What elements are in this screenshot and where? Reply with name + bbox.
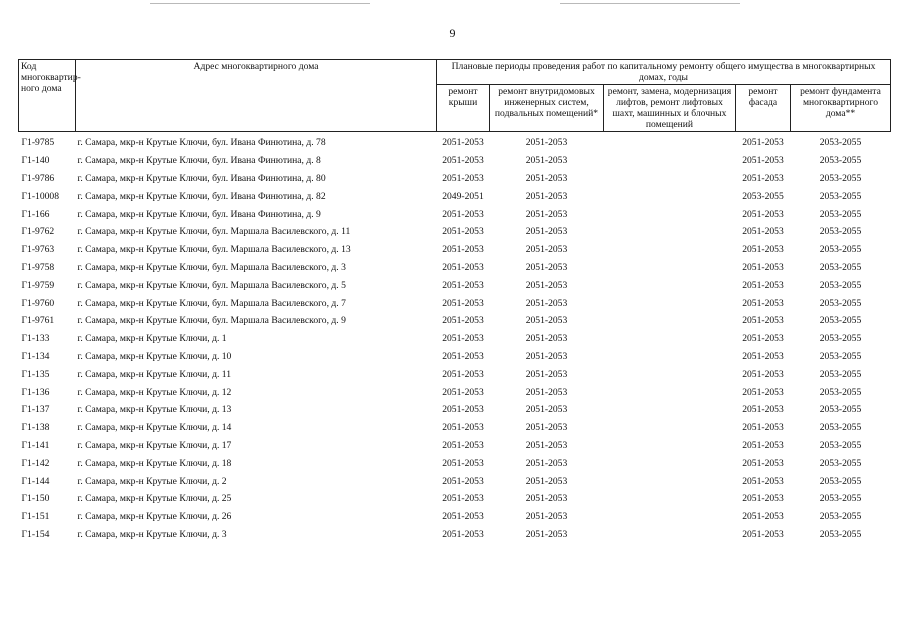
table-row bbox=[19, 454, 891, 472]
cell-elevators bbox=[604, 437, 736, 455]
cell-elevators bbox=[604, 259, 736, 277]
cell-systems: 2051-2053 bbox=[525, 439, 568, 451]
cell-address: г. Самара, мкр-н Крутые Ключи, д. 3 bbox=[77, 528, 227, 540]
cell-systems: 2051-2053 bbox=[525, 244, 568, 256]
cell-elevators bbox=[604, 419, 736, 437]
cell-foundation: 2053-2055 bbox=[819, 457, 862, 469]
header-systems: ремонт внутридомовых инженерных систем, подвальных помещений* bbox=[490, 85, 604, 132]
cell-systems: 2051-2053 bbox=[525, 457, 568, 469]
cell-roof: 2051-2053 bbox=[442, 333, 484, 345]
cell-foundation: 2053-2055 bbox=[819, 155, 862, 167]
cell-roof: 2051-2053 bbox=[442, 386, 484, 398]
table-row bbox=[19, 490, 891, 508]
cell-address: г. Самара, мкр-н Крутые Ключи, д. 2 bbox=[77, 475, 227, 487]
cell-code: Г1-9760 bbox=[21, 297, 55, 309]
table-row bbox=[19, 330, 891, 348]
cell-elevators bbox=[604, 472, 736, 490]
cell-address: г. Самара, мкр-н Крутые Ключи, бул. Ивана Финютина, д. 80 bbox=[77, 172, 326, 184]
cell-foundation: 2053-2055 bbox=[819, 172, 862, 184]
cell-roof: 2051-2053 bbox=[442, 244, 484, 256]
table-body bbox=[19, 132, 891, 544]
cell-roof: 2051-2053 bbox=[442, 457, 484, 469]
cell-code: Г1-136 bbox=[21, 386, 50, 398]
cell-elevators bbox=[604, 348, 736, 366]
cell-code: Г1-9762 bbox=[21, 226, 55, 238]
cell-systems: 2051-2053 bbox=[525, 208, 568, 220]
cell-code: Г1-9759 bbox=[21, 279, 55, 291]
table-row bbox=[19, 526, 891, 544]
cell-facade: 2051-2053 bbox=[742, 208, 784, 220]
page-number: 9 bbox=[449, 26, 456, 40]
cell-address: г. Самара, мкр-н Крутые Ключи, бул. Маршала Василевского, д. 9 bbox=[77, 315, 346, 327]
cell-foundation: 2053-2055 bbox=[819, 350, 862, 362]
table-row bbox=[19, 223, 891, 241]
cell-address: г. Самара, мкр-н Крутые Ключи, бул. Маршала Василевского, д. 11 bbox=[77, 226, 351, 238]
table-row bbox=[19, 152, 891, 170]
cell-systems: 2051-2053 bbox=[525, 386, 568, 398]
cell-roof: 2051-2053 bbox=[442, 368, 484, 380]
header-periods-group: Плановые периоды проведения работ по капитальному ремонту общего имущества в многоквартирных домах, годы bbox=[437, 60, 891, 85]
cell-systems: 2051-2053 bbox=[525, 422, 568, 434]
cell-systems: 2051-2053 bbox=[525, 155, 568, 167]
table-row bbox=[19, 508, 891, 526]
cell-address: г. Самара, мкр-н Крутые Ключи, д. 13 bbox=[77, 404, 232, 416]
header-elevators: ремонт, замена, модернизация лифтов, ремонт лифтовых шахт, машинных и блочных помещений bbox=[604, 85, 736, 132]
cell-roof: 2051-2053 bbox=[442, 422, 484, 434]
cell-address: г. Самара, мкр-н Крутые Ключи, бул. Маршала Василевского, д. 13 bbox=[77, 244, 351, 256]
capital-repair-table bbox=[18, 59, 891, 543]
cell-facade: 2051-2053 bbox=[742, 261, 784, 273]
cell-systems: 2051-2053 bbox=[525, 333, 568, 345]
table-header bbox=[19, 60, 891, 132]
cell-code: Г1-9763 bbox=[21, 244, 55, 256]
cell-address: г. Самара, мкр-н Крутые Ключи, д. 1 bbox=[77, 333, 227, 345]
cell-code: Г1-138 bbox=[21, 422, 50, 434]
cell-code: Г1-9786 bbox=[21, 172, 55, 184]
cell-foundation: 2053-2055 bbox=[819, 244, 862, 256]
cell-elevators bbox=[604, 170, 736, 188]
cell-facade: 2051-2053 bbox=[742, 244, 784, 256]
cell-facade: 2051-2053 bbox=[742, 422, 784, 434]
cell-systems: 2051-2053 bbox=[525, 315, 568, 327]
cell-roof: 2051-2053 bbox=[442, 528, 484, 540]
cell-address: г. Самара, мкр-н Крутые Ключи, д. 18 bbox=[77, 457, 232, 469]
cell-elevators bbox=[604, 401, 736, 419]
cell-code: Г1-142 bbox=[21, 457, 50, 469]
table-row bbox=[19, 419, 891, 437]
table-row bbox=[19, 259, 891, 277]
cell-address: г. Самара, мкр-н Крутые Ключи, бул. Ивана Финютина, д. 78 bbox=[77, 137, 326, 149]
cell-foundation: 2053-2055 bbox=[819, 226, 862, 238]
cell-elevators bbox=[604, 276, 736, 294]
cell-code: Г1-134 bbox=[21, 350, 50, 362]
cell-roof: 2051-2053 bbox=[442, 475, 484, 487]
cell-foundation: 2053-2055 bbox=[819, 368, 862, 380]
cell-roof: 2051-2053 bbox=[442, 155, 484, 167]
table-row bbox=[19, 170, 891, 188]
cell-facade: 2051-2053 bbox=[742, 493, 784, 505]
cell-foundation: 2053-2055 bbox=[819, 422, 862, 434]
header-foundation: ремонт фундамента многоквартирного дома** bbox=[791, 85, 891, 132]
header-roof: ремонт крыши bbox=[437, 85, 490, 132]
cell-elevators bbox=[604, 205, 736, 223]
cell-systems: 2051-2053 bbox=[525, 511, 568, 523]
table-row bbox=[19, 312, 891, 330]
cell-systems: 2051-2053 bbox=[525, 368, 568, 380]
table-row bbox=[19, 187, 891, 205]
cell-code: Г1-9758 bbox=[21, 261, 55, 273]
table-row bbox=[19, 348, 891, 366]
table-row bbox=[19, 132, 891, 152]
cell-code: Г1-150 bbox=[21, 493, 50, 505]
cell-facade: 2051-2053 bbox=[742, 333, 784, 345]
cell-facade: 2051-2053 bbox=[742, 386, 784, 398]
cell-foundation: 2053-2055 bbox=[819, 261, 862, 273]
cell-code: Г1-133 bbox=[21, 333, 50, 345]
cell-address: г. Самара, мкр-н Крутые Ключи, д. 14 bbox=[77, 422, 232, 434]
cell-code: Г1-10008 bbox=[21, 190, 60, 202]
cell-foundation: 2053-2055 bbox=[819, 208, 862, 220]
cell-systems: 2051-2053 bbox=[525, 528, 568, 540]
cell-facade: 2051-2053 bbox=[742, 528, 784, 540]
cell-code: Г1-166 bbox=[21, 208, 50, 220]
cell-address: г. Самара, мкр-н Крутые Ключи, д. 26 bbox=[77, 511, 232, 523]
cell-code: Г1-151 bbox=[21, 511, 50, 523]
table-row bbox=[19, 276, 891, 294]
scan-artifact-line bbox=[560, 3, 740, 4]
cell-facade: 2051-2053 bbox=[742, 439, 784, 451]
cell-facade: 2051-2053 bbox=[742, 226, 784, 238]
cell-facade: 2051-2053 bbox=[742, 404, 784, 416]
cell-code: Г1-140 bbox=[21, 155, 50, 167]
cell-elevators bbox=[604, 454, 736, 472]
cell-address: г. Самара, мкр-н Крутые Ключи, д. 12 bbox=[77, 386, 232, 398]
cell-roof: 2051-2053 bbox=[442, 137, 484, 149]
cell-facade: 2053-2055 bbox=[742, 190, 784, 202]
cell-roof: 2051-2053 bbox=[442, 439, 484, 451]
table-row bbox=[19, 472, 891, 490]
cell-code: Г1-154 bbox=[21, 528, 50, 540]
cell-foundation: 2053-2055 bbox=[819, 279, 862, 291]
cell-roof: 2051-2053 bbox=[442, 404, 484, 416]
cell-systems: 2051-2053 bbox=[525, 172, 568, 184]
cell-systems: 2051-2053 bbox=[525, 404, 568, 416]
cell-elevators bbox=[604, 330, 736, 348]
cell-roof: 2051-2053 bbox=[442, 350, 484, 362]
cell-foundation: 2053-2055 bbox=[819, 386, 862, 398]
cell-facade: 2051-2053 bbox=[742, 155, 784, 167]
cell-elevators bbox=[604, 223, 736, 241]
cell-code: Г1-9785 bbox=[21, 137, 55, 149]
cell-address: г. Самара, мкр-н Крутые Ключи, бул. Маршала Василевского, д. 5 bbox=[77, 279, 346, 291]
cell-systems: 2051-2053 bbox=[525, 226, 568, 238]
cell-code: Г1-137 bbox=[21, 404, 50, 416]
cell-facade: 2051-2053 bbox=[742, 475, 784, 487]
cell-foundation: 2053-2055 bbox=[819, 439, 862, 451]
table-row bbox=[19, 205, 891, 223]
scan-artifact-line bbox=[150, 3, 370, 4]
cell-address: г. Самара, мкр-н Крутые Ключи, бул. Маршала Василевского, д. 7 bbox=[77, 297, 346, 309]
cell-facade: 2051-2053 bbox=[742, 368, 784, 380]
cell-systems: 2051-2053 bbox=[525, 493, 568, 505]
cell-facade: 2051-2053 bbox=[742, 172, 784, 184]
cell-systems: 2051-2053 bbox=[525, 190, 568, 202]
cell-systems: 2051-2053 bbox=[525, 279, 568, 291]
cell-facade: 2051-2053 bbox=[742, 350, 784, 362]
cell-elevators bbox=[604, 526, 736, 544]
cell-address: г. Самара, мкр-н Крутые Ключи, д. 25 bbox=[77, 493, 232, 505]
cell-facade: 2051-2053 bbox=[742, 511, 784, 523]
cell-foundation: 2053-2055 bbox=[819, 333, 862, 345]
header-code: Код многоквартир-ного дома bbox=[19, 60, 76, 132]
cell-systems: 2051-2053 bbox=[525, 261, 568, 273]
cell-facade: 2051-2053 bbox=[742, 279, 784, 291]
cell-roof: 2051-2053 bbox=[442, 297, 484, 309]
cell-facade: 2051-2053 bbox=[742, 297, 784, 309]
cell-code: Г1-135 bbox=[21, 368, 50, 380]
cell-address: г. Самара, мкр-н Крутые Ключи, бул. Маршала Василевского, д. 3 bbox=[77, 261, 346, 273]
cell-code: Г1-141 bbox=[21, 439, 50, 451]
cell-foundation: 2053-2055 bbox=[819, 528, 862, 540]
cell-foundation: 2053-2055 bbox=[819, 475, 862, 487]
cell-roof: 2051-2053 bbox=[442, 493, 484, 505]
cell-foundation: 2053-2055 bbox=[819, 511, 862, 523]
cell-elevators bbox=[604, 490, 736, 508]
cell-foundation: 2053-2055 bbox=[819, 190, 862, 202]
header-address: Адрес многоквартирного дома bbox=[76, 60, 437, 132]
cell-elevators bbox=[604, 365, 736, 383]
cell-elevators bbox=[604, 132, 736, 152]
cell-elevators bbox=[604, 383, 736, 401]
cell-facade: 2051-2053 bbox=[742, 137, 784, 149]
table-row bbox=[19, 365, 891, 383]
table-row bbox=[19, 241, 891, 259]
cell-foundation: 2053-2055 bbox=[819, 137, 862, 149]
cell-address: г. Самара, мкр-н Крутые Ключи, д. 11 bbox=[77, 368, 231, 380]
cell-systems: 2051-2053 bbox=[525, 297, 568, 309]
cell-systems: 2051-2053 bbox=[525, 475, 568, 487]
cell-code: Г1-144 bbox=[21, 475, 50, 487]
cell-roof: 2051-2053 bbox=[442, 172, 484, 184]
table-row bbox=[19, 437, 891, 455]
table-row bbox=[19, 401, 891, 419]
cell-foundation: 2053-2055 bbox=[819, 493, 862, 505]
cell-elevators bbox=[604, 294, 736, 312]
cell-foundation: 2053-2055 bbox=[819, 297, 862, 309]
cell-code: Г1-9761 bbox=[21, 315, 55, 327]
cell-address: г. Самара, мкр-н Крутые Ключи, д. 10 bbox=[77, 350, 232, 362]
cell-facade: 2051-2053 bbox=[742, 315, 784, 327]
cell-address: г. Самара, мкр-н Крутые Ключи, д. 17 bbox=[77, 439, 232, 451]
cell-elevators bbox=[604, 241, 736, 259]
cell-facade: 2051-2053 bbox=[742, 457, 784, 469]
cell-roof: 2051-2053 bbox=[442, 208, 484, 220]
cell-address: г. Самара, мкр-н Крутые Ключи, бул. Ивана Финютина, д. 9 bbox=[77, 208, 321, 220]
cell-systems: 2051-2053 bbox=[525, 350, 568, 362]
cell-roof: 2051-2053 bbox=[442, 511, 484, 523]
cell-systems: 2051-2053 bbox=[525, 137, 568, 149]
table-row bbox=[19, 294, 891, 312]
cell-roof: 2051-2053 bbox=[442, 279, 484, 291]
cell-foundation: 2053-2055 bbox=[819, 404, 862, 416]
cell-foundation: 2053-2055 bbox=[819, 315, 862, 327]
cell-roof: 2051-2053 bbox=[442, 315, 484, 327]
cell-elevators bbox=[604, 508, 736, 526]
cell-address: г. Самара, мкр-н Крутые Ключи, бул. Ивана Финютина, д. 8 bbox=[77, 155, 321, 167]
cell-roof: 2051-2053 bbox=[442, 261, 484, 273]
cell-elevators bbox=[604, 187, 736, 205]
table-row bbox=[19, 383, 891, 401]
header-facade: ремонт фасада bbox=[736, 85, 791, 132]
cell-elevators bbox=[604, 312, 736, 330]
cell-roof: 2049-2051 bbox=[442, 190, 484, 202]
cell-elevators bbox=[604, 152, 736, 170]
cell-roof: 2051-2053 bbox=[442, 226, 484, 238]
cell-address: г. Самара, мкр-н Крутые Ключи, бул. Ивана Финютина, д. 82 bbox=[77, 190, 326, 202]
